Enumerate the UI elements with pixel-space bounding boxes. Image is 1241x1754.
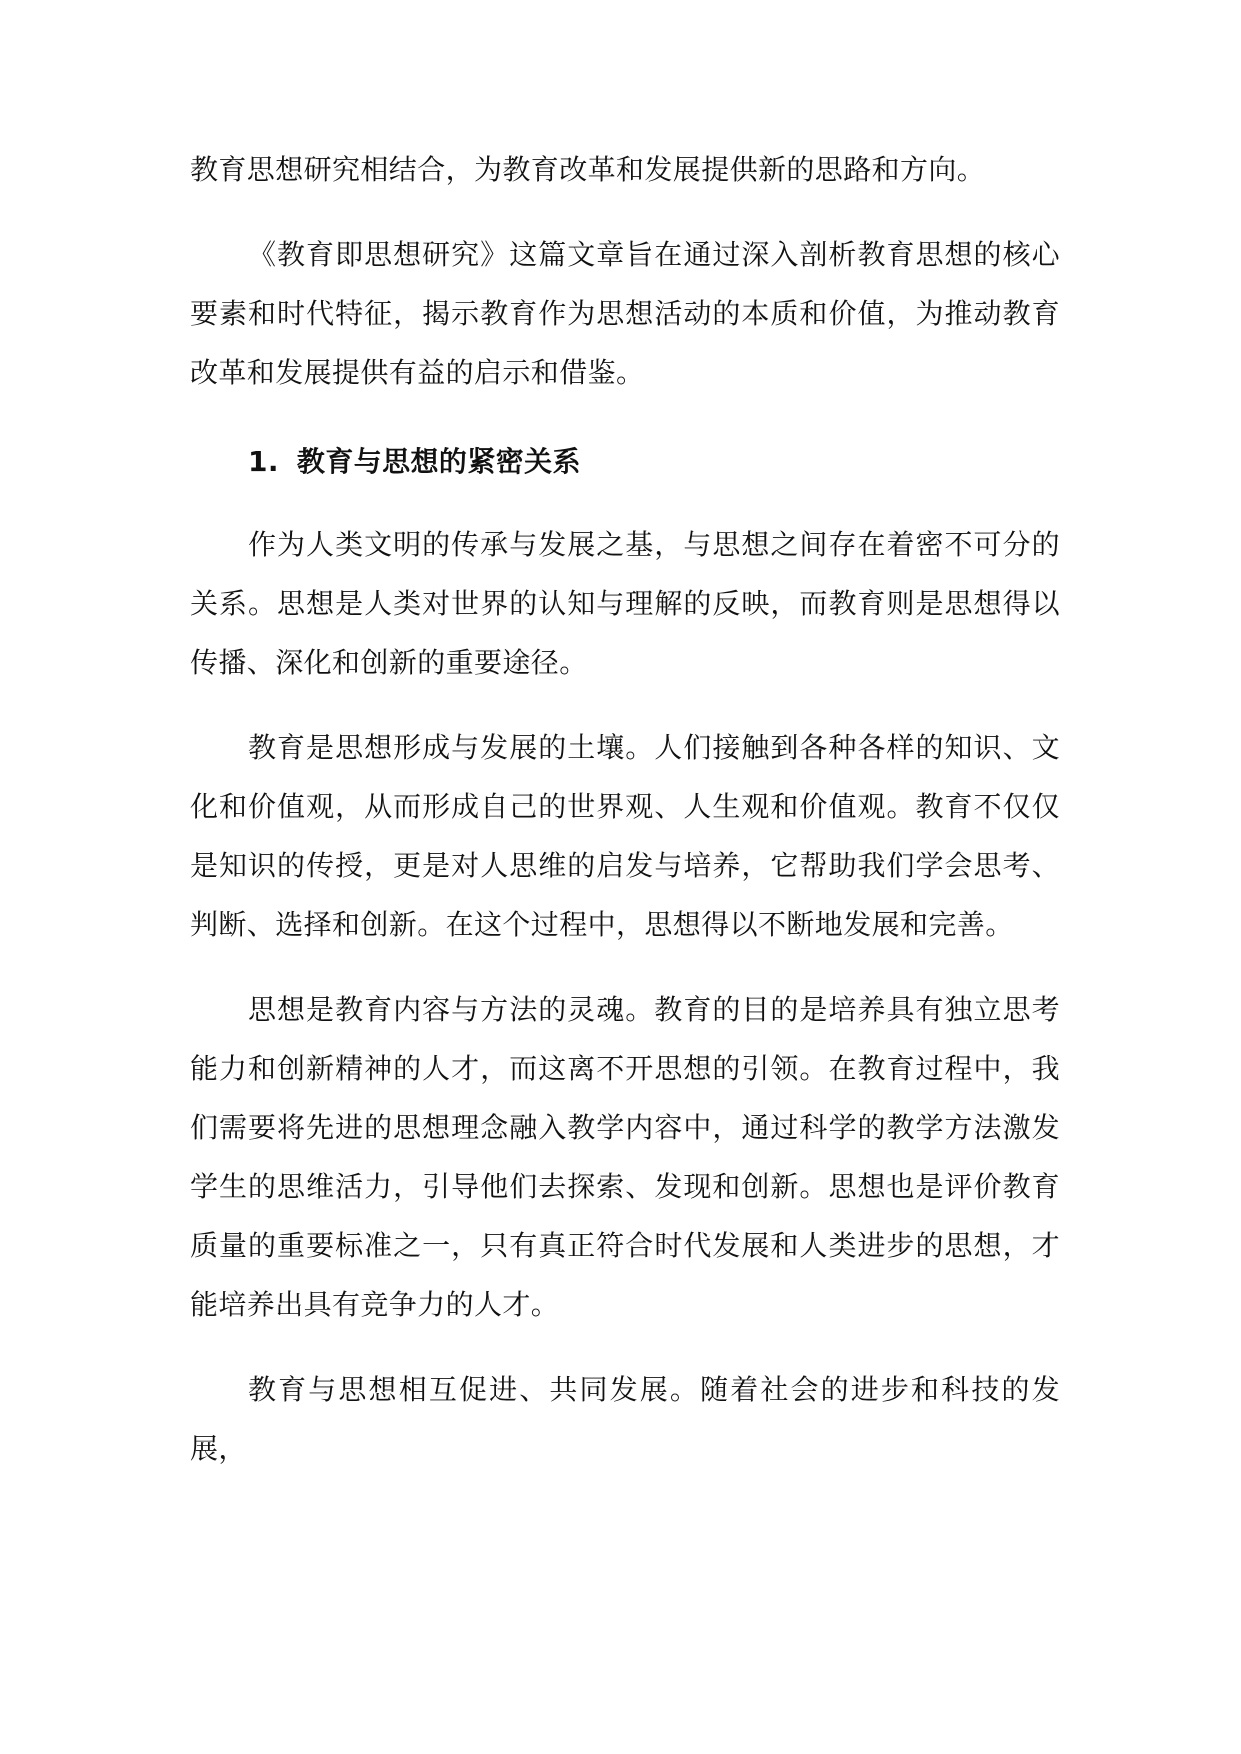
section-number: 1. xyxy=(248,445,279,478)
paragraph-soul: 思想是教育内容与方法的灵魂。教育的目的是培养具有独立思考能力和创新精神的人才，而这离不开思想的引领。在教育过程中，我们需要将先进的思想理念融入教学内容中，通过科学的教学方法激发学生的思维活力，引导他们去探索、发现和创新。思想也是评价教育质量的重要标准之一，只有真正符合时代发展和人类进步的思想，才能培养出具有竞争力的人才。 xyxy=(190,993,1060,1321)
section-heading xyxy=(190,432,1060,491)
paragraph-relationship: 作为人类文明的传承与发展之基，与思想之间存在着密不可分的关系。思想是人类对世界的认知与理解的反映，而教育则是思想得以传播、深化和创新的重要途径。 xyxy=(190,528,1060,679)
paragraph-soil: 教育是思想形成与发展的土壤。人们接触到各种各样的知识、文化和价值观，从而形成自己的世界观、人生观和价值观。教育不仅仅是知识的传授，更是对人思维的启发与培养，它帮助我们学会思考、判断、选择和创新。在这个过程中，思想得以不断地发展和完善。 xyxy=(190,731,1060,941)
paragraph-mutual-promotion: 教育与思想相互促进、共同发展。随着社会的进步和科技的发展， xyxy=(190,1373,1060,1465)
section-title: 教育与思想的紧密关系 xyxy=(296,445,581,478)
paragraph-purpose: 《教育即思想研究》这篇文章旨在通过深入剖析教育思想的核心要素和时代特征，揭示教育作为思想活动的本质和价值，为推动教育改革和发展提供有益的启示和借鉴。 xyxy=(190,238,1060,389)
document-body xyxy=(190,140,1060,1504)
paragraph-continuation: 教育思想研究相结合，为教育改革和发展提供新的思路和方向。 xyxy=(190,153,986,186)
